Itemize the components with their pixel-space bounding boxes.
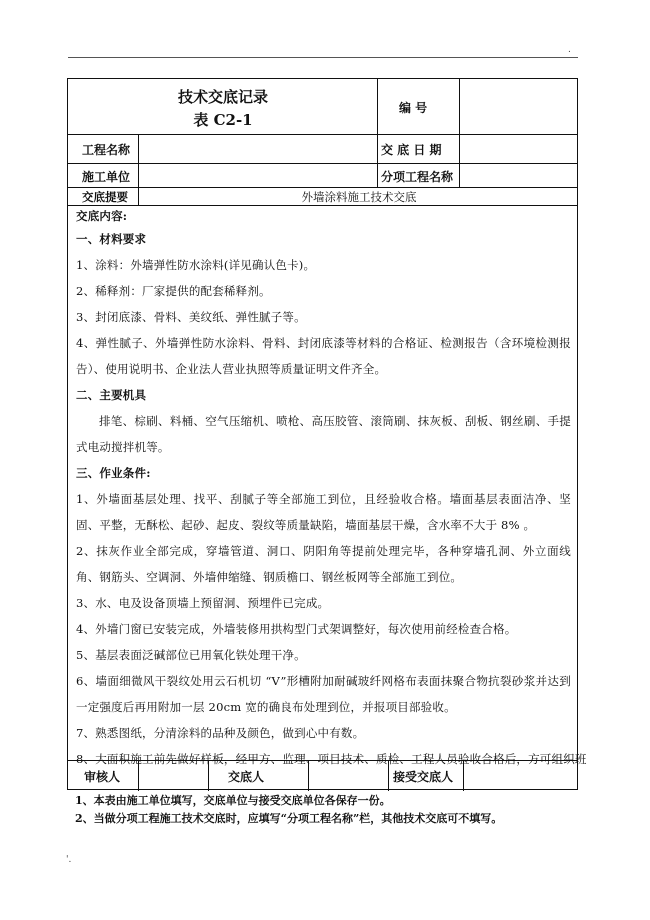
discloser-field[interactable] — [309, 761, 388, 790]
list-item: 1、涂料：外墙弹性防水涂料(详见确认色卡)。 — [76, 258, 316, 272]
form-title: 技术交底记录 — [177, 88, 268, 106]
content-label: 交底内容: — [76, 209, 128, 223]
contractor-label: 施工单位 — [82, 170, 131, 184]
list-item: 1、外墙面基层处理、找平、刮腻子等全部施工到位，且经验收合格。墙面基层表面洁净、坚固、平整，无酥松、起砂、起皮、裂纹等质量缺陷，墙面基层干燥，含水率不大于 8% 。 — [76, 492, 571, 532]
list-item: 4、外墙门窗已安装完成，外墙装修用拱构型门式架调整好，每次使用前经检查合格。 — [76, 622, 517, 636]
page-mark-bottom: '. — [66, 855, 72, 865]
contractor-field[interactable] — [139, 164, 377, 187]
number-field[interactable] — [460, 79, 578, 134]
list-item: 2、抹灰作业全部完成，穿墙管道、洞口、阴阳角等提前处理完毕，各种穿墙孔洞、外立面线角、钢筋头、空调洞、外墙伸缩缝、钢质檐口、钢丝板网等全部施工到位。 — [76, 544, 571, 584]
tools-text: 排笔、棕刷、料桶、空气压缩机、喷枪、高压胶管、滚筒刷、抹灰板、刮板、钢丝刷、手提式电动搅拌机等。 — [76, 414, 571, 454]
technical-disclosure-form — [67, 78, 587, 790]
summary-value: 外墙涂料施工技术交底 — [301, 190, 417, 204]
list-item: 5、基层表面泛碱部位已用氧化铁处理干净。 — [76, 648, 306, 662]
disclosure-date-field[interactable] — [460, 135, 578, 163]
note-item: 2、当做分项工程施工技术交底时，应填写“分项工程名称”栏，其他技术交底可不填写。 — [75, 812, 503, 825]
disclosure-date-label: 交 底 日 期 — [381, 143, 442, 157]
section-title-conditions: 三、作业条件: — [76, 466, 151, 480]
form-code: 表 C2-1 — [193, 111, 253, 129]
number-label: 编 号 — [399, 101, 428, 115]
project-name-label: 工程名称 — [82, 143, 131, 157]
list-item: 3、封闭底漆、骨料、美纹纸、弹性腻子等。 — [76, 310, 306, 324]
form-notes — [75, 792, 502, 828]
header-rule — [68, 57, 578, 58]
note-item: 1、本表由施工单位填写，交底单位与接受交底单位各保存一份。 — [75, 794, 391, 807]
list-item: 7、熟悉图纸，分清涂料的品种及颜色，做到心中有数。 — [76, 726, 365, 740]
disclosure-content — [76, 206, 587, 772]
subitem-label: 分项工程名称 — [381, 170, 454, 184]
list-item: 4、弹性腻子、外墙弹性防水涂料、骨料、封闭底漆等材料的合格证、检测报告（含环境检测报告）、使用说明书、企业法人营业执照等质量证明文件齐全。 — [76, 336, 571, 376]
reviewer-label: 审核人 — [84, 770, 121, 784]
list-item: 2、稀释剂：厂家提供的配套稀释剂。 — [76, 284, 271, 298]
list-item: 8、大面积施工前先做好样板，经甲方、监理、项目技术、质检、工程人员验收合格后，方可组织班 — [76, 752, 587, 766]
reviewer-field[interactable] — [139, 761, 208, 790]
section-title-materials: 一、材料要求 — [76, 232, 147, 246]
discloser-label: 交底人 — [228, 770, 265, 784]
section-title-tools: 二、主要机具 — [76, 388, 147, 402]
project-name-field[interactable] — [139, 135, 377, 163]
receiver-label: 接受交底人 — [393, 770, 454, 784]
list-item: 3、水、电及设备顶墙上预留洞、预埋件已完成。 — [76, 596, 330, 610]
subitem-field[interactable] — [460, 164, 578, 187]
summary-label: 交底提要 — [82, 190, 128, 204]
list-item: 6、墙面细微风干裂纹处用云石机切 “V”形槽附加耐碱玻纤网格布表面抹聚合物抗裂砂浆并达到一定强度后再用附加一层 20cm 宽的确良布处理到位，并报项目部验收。 — [76, 674, 571, 714]
page-mark-top: . — [568, 45, 571, 55]
receiver-field[interactable] — [464, 761, 578, 790]
row-divider — [68, 187, 577, 188]
